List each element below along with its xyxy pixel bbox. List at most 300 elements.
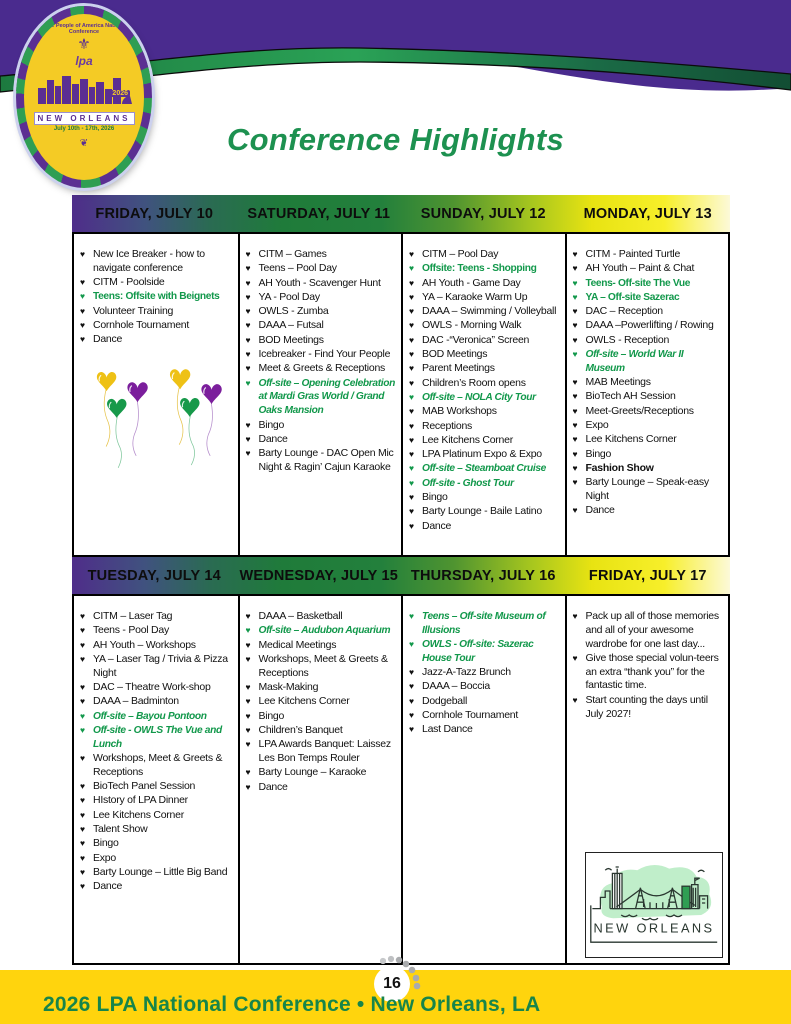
heart-bullet-icon: ♥ [80,696,86,707]
heart-bullet-icon: ♥ [409,506,415,517]
day-cell-friday-10 [74,234,238,555]
event-text: Dodgeball [422,694,468,707]
event-item [246,362,398,376]
event-item [573,262,725,276]
event-text: DAAA – Badminton [93,695,179,708]
event-text: Lee Kitchens Corner [585,433,677,446]
day-cell-tuesday-14 [74,596,238,963]
heart-bullet-icon: ♥ [80,838,86,849]
logo-city-text: NEW ORLEANS [34,112,135,125]
skyline-svg [586,858,722,952]
heart-bullet-icon: ♥ [80,881,86,892]
event-item [246,447,398,475]
event-item [80,710,234,724]
heart-bullet-icon: ♥ [245,277,251,288]
event-text: Expo [585,419,609,432]
event-item [246,277,398,291]
event-text: AH Youth – Workshops [93,638,196,651]
event-text: Lee Kitchens Corner [93,808,184,821]
event-item [573,652,725,693]
event-text: BioTech Panel Session [93,780,196,793]
heart-bullet-icon: ♥ [245,781,251,792]
event-item [246,377,398,418]
heart-bullet-icon: ♥ [409,249,415,259]
event-text: OWLS - Morning Walk [422,319,522,332]
event-item [246,639,398,653]
day-header-row-2 [72,557,730,594]
heart-bullet-icon: ♥ [80,823,86,834]
event-item [246,695,398,709]
heart-bullet-icon: ♥ [572,694,578,705]
event-text: YA – Off-site Sazerac [585,291,680,303]
event-item [246,419,398,433]
event-item [80,333,234,347]
event-item [409,505,561,519]
event-text: Bingo [585,447,612,460]
heart-bullet-icon: ♥ [409,449,415,460]
heart-bullet-icon: ♥ [572,505,578,516]
event-text: YA - Pool Day [258,290,320,303]
event-item [80,780,234,794]
event-item [409,709,561,723]
event-text: Bingo [422,491,448,504]
event-text: Barty Lounge – Speak-easy Night [585,476,709,503]
heart-bullet-icon: ♥ [572,334,578,345]
event-text: DAAA –Powerlifting / Rowing [585,319,714,332]
heart-bullet-icon: ♥ [572,291,578,302]
event-item [573,504,725,518]
heart-bullet-icon: ♥ [80,277,86,288]
event-text: Teens- Off-site The Vue [585,277,691,289]
heart-bullet-icon: ♥ [245,433,251,444]
heart-bullet-icon: ♥ [572,320,578,331]
event-text: Cornhole Tournament [422,709,519,722]
event-item [409,305,561,319]
event-text: Dance [258,780,288,793]
event-item [573,305,725,319]
event-list [409,248,561,534]
event-text: Off-site - Ghost Tour [422,477,514,489]
event-item [246,738,398,766]
skyline-city-label: NEW ORLEANS [593,920,715,936]
heart-bullet-icon: ♥ [409,520,415,531]
heart-bullet-icon: ♥ [245,320,251,331]
heart-bullet-icon: ♥ [572,263,578,274]
event-text: DAAA – Futsal [258,319,324,332]
heart-bullet-icon: ♥ [572,391,578,402]
logo-skyline-graphic [34,70,134,106]
event-item [80,653,234,681]
event-item [409,377,561,391]
event-item [80,610,234,624]
event-text: Off-site – NOLA City Tour [422,391,536,403]
heart-bullet-icon: ♥ [245,724,251,735]
day-header-friday-10: FRIDAY, JULY 10 [95,205,214,222]
heart-bullet-icon: ♥ [572,377,578,388]
event-text: Expo [93,851,116,864]
event-item [573,390,725,404]
heart-balloons-graphic [83,364,231,482]
heart-bullet-icon: ♥ [80,639,86,650]
event-text: Children’s Room opens [422,376,526,389]
new-orleans-skyline-graphic [585,852,724,958]
heart-bullet-icon: ♥ [245,419,251,430]
heart-bullet-icon: ♥ [80,611,86,621]
event-item [409,477,561,491]
event-item [80,305,234,319]
event-text: DAC – Theatre Work-shop [93,680,211,693]
heart-bullet-icon: ♥ [572,249,578,259]
event-item [246,348,398,362]
heart-bullet-icon: ♥ [572,611,578,621]
event-text: Teens - Pool Day [93,624,169,637]
event-item [80,248,234,276]
event-item [409,520,561,534]
event-item [80,809,234,823]
event-text: Teens – Pool Day [258,262,337,275]
heart-bullet-icon: ♥ [80,710,86,721]
event-text: New Ice Breaker - how to navigate conference [93,248,205,274]
event-text: Dance [93,880,123,893]
heart-bullet-icon: ♥ [80,781,86,792]
event-text: Receptions [422,419,473,432]
conference-logo [16,6,152,188]
schedule-grid-row-1 [72,232,730,557]
event-item [80,624,234,638]
event-item [573,334,725,348]
event-item [80,794,234,808]
heart-bullet-icon: ♥ [572,652,578,663]
heart-bullet-icon: ♥ [572,420,578,431]
heart-bullet-icon: ♥ [572,462,578,473]
event-text: LPA Platinum Expo & Expo [422,448,542,461]
event-item [573,419,725,433]
event-text: CITM - Painted Turtle [585,248,681,260]
day-header-row-1 [72,195,730,232]
event-text: OWLS - Zumba [258,305,329,318]
event-text: Start counting the days until July 2027! [585,693,708,720]
heart-bullet-icon: ♥ [409,681,415,692]
event-item [573,248,725,262]
event-item [573,610,725,651]
event-item [246,681,398,695]
heart-bullet-icon: ♥ [409,724,415,735]
heart-bullet-icon: ♥ [409,391,415,402]
event-item [573,448,725,462]
day-header-thursday-16: THURSDAY, JULY 16 [410,567,556,584]
event-text: DAC -“Veronica” Screen [422,333,530,346]
heart-bullet-icon: ♥ [409,320,415,331]
heart-bullet-icon: ♥ [409,363,415,374]
day-cell-saturday-11 [238,234,402,555]
event-text: Volunteer Training [93,304,174,317]
event-list [80,248,234,348]
event-item [80,866,234,880]
event-text: Dance [585,504,615,517]
heart-bullet-icon: ♥ [409,306,415,317]
event-item [409,262,561,276]
event-item [573,433,725,447]
event-list [409,610,561,738]
heart-bullet-icon: ♥ [245,739,251,750]
event-item [80,639,234,653]
event-text: YA – Laser Tag / Trivia & Pizza Night [93,652,228,679]
day-header-wednesday-15: WEDNESDAY, JULY 15 [239,567,399,584]
event-text: Meet & Greets & Receptions [258,362,386,375]
heart-bullet-icon: ♥ [245,291,251,302]
heart-bullet-icon: ♥ [80,681,86,692]
heart-bullet-icon: ♥ [245,263,251,274]
heart-bullet-icon: ♥ [245,377,251,388]
heart-bullet-icon: ♥ [80,625,86,636]
event-item [409,666,561,680]
event-item [80,852,234,866]
page-number: 16 [383,975,401,992]
event-text: Fashion Show [585,461,654,474]
event-list [573,248,725,519]
event-text: CITM – Pool Day [422,248,499,260]
event-item [409,277,561,291]
heart-bullet-icon: ♥ [80,866,86,877]
event-item [573,462,725,476]
event-text: DAAA – Basketball [258,610,343,622]
heart-bullet-icon: ♥ [245,710,251,721]
day-header-monday-13: MONDAY, JULY 13 [583,205,712,222]
day-header-sunday-12: SUNDAY, JULY 12 [420,205,546,222]
event-item [409,448,561,462]
event-item [80,681,234,695]
heart-bullet-icon: ♥ [80,724,86,735]
event-text: Meet-Greets/Receptions [585,404,694,417]
event-text: Dance [258,432,288,445]
event-text: Children’s Banquet [258,723,343,736]
event-text: Dance [422,519,452,532]
event-item [80,695,234,709]
heart-bullet-icon: ♥ [409,377,415,388]
event-text: Icebreaker - Find Your People [258,348,391,361]
heart-bullet-icon: ♥ [409,406,415,417]
heart-bullet-icon: ♥ [409,710,415,721]
fleur-de-lis-icon: ⚜ [77,36,91,53]
event-item [573,319,725,333]
event-item [80,290,234,304]
event-text: Barty Lounge - Baile Latino [422,505,542,518]
heart-bullet-icon: ♥ [409,334,415,345]
event-item [409,420,561,434]
event-item [246,248,398,262]
heart-bullet-icon: ♥ [245,363,251,374]
event-list [80,610,234,894]
heart-bullet-icon: ♥ [80,305,86,316]
event-text: Cornhole Tournament [93,318,190,331]
event-text: Barty Lounge - DAC Open Mic Night & Ragin’ Cajun Karaoke [258,447,394,473]
event-item [246,319,398,333]
day-header-friday-17: FRIDAY, JULY 17 [588,567,707,584]
event-item [409,723,561,737]
event-text: Off-site – World War II Museum [585,349,684,374]
event-text: Bingo [258,418,285,431]
event-item [246,291,398,305]
event-text: Workshops, Meet & Greets & Receptions [93,751,223,778]
event-text: DAC – Reception [585,305,663,318]
heart-bullet-icon: ♥ [245,639,251,650]
page-title: Conference Highlights [227,122,564,157]
event-text: Dance [93,333,123,346]
heart-bullet-icon: ♥ [572,477,578,488]
event-text: Bingo [258,709,285,722]
event-text: MAB Meetings [585,376,651,389]
event-text: Workshops, Meet & Greets & Receptions [258,652,388,679]
event-item [409,434,561,448]
event-item [409,248,561,262]
event-item [573,405,725,419]
event-item [409,405,561,419]
event-item [246,334,398,348]
event-item [246,262,398,276]
event-text: Barty Lounge – Little Big Band [93,865,228,878]
event-list [573,610,725,722]
event-item [409,391,561,405]
event-list [246,248,398,475]
event-text: HIstory of LPA Dinner [93,794,188,807]
event-item [80,724,234,752]
event-text: Parent Meetings [422,362,495,375]
event-text: Lee Kitchens Corner [422,433,513,446]
event-text: Jazz-A-Tazz Brunch [422,666,511,679]
heart-bullet-icon: ♥ [409,477,415,488]
day-cell-sunday-12 [401,234,565,555]
heart-bullet-icon: ♥ [245,249,251,259]
heart-bullet-icon: ♥ [409,639,415,650]
heart-bullet-icon: ♥ [409,695,415,706]
event-text: Last Dance [422,723,473,736]
logo-city-name [24,108,144,126]
event-item [80,837,234,851]
event-item [80,823,234,837]
event-text: Teens: Offsite with Beignets [93,291,220,303]
event-text: AH Youth – Paint & Chat [585,262,695,275]
event-text: OWLS - Reception [585,333,670,346]
event-item [573,376,725,390]
event-item [409,462,561,476]
heart-bullet-icon: ♥ [409,667,415,678]
event-item [409,334,561,348]
logo-emblem-icon: ❦ [79,138,89,149]
event-text: DAAA – Swimming / Volleyball [422,305,557,318]
event-text: Talent Show [93,822,148,835]
event-item [409,348,561,362]
event-list [246,610,398,795]
event-text: Bingo [93,837,119,850]
event-item [80,880,234,894]
event-text: Offsite: Teens - Shopping [422,263,537,275]
event-text: Off-site - OWLS The Vue and Lunch [93,724,222,750]
heart-bullet-icon: ♥ [572,349,578,360]
event-text: BOD Meetings [258,333,324,346]
heart-bullet-icon: ♥ [409,277,415,288]
heart-bullet-icon: ♥ [80,334,86,345]
event-item [409,695,561,709]
day-cell-thursday-16 [401,596,565,963]
day-header-tuesday-14: TUESDAY, JULY 14 [87,567,221,584]
event-item [573,694,725,722]
event-text: Barty Lounge – Karaoke [258,766,367,779]
heart-bullet-icon: ♥ [572,405,578,416]
event-text: BOD Meetings [422,348,488,361]
heart-bullet-icon: ♥ [80,319,86,330]
heart-bullet-icon: ♥ [245,448,251,459]
logo-dates: July 10th - 17th, 2026 [53,126,115,132]
heart-bullet-icon: ♥ [572,448,578,459]
event-item [246,653,398,681]
heart-bullet-icon: ♥ [245,611,251,621]
heart-bullet-icon: ♥ [245,653,251,664]
logo-year: 2026 [112,90,128,97]
heart-bullet-icon: ♥ [245,306,251,317]
event-text: YA – Karaoke Warm Up [422,290,528,303]
day-cell-monday-13 [565,234,729,555]
event-text: OWLS - Off-site: Sazerac House Tour [422,639,534,664]
heart-bullet-icon: ♥ [80,653,86,664]
event-item [409,491,561,505]
heart-bullet-icon: ♥ [409,420,415,431]
event-text: CITM – Games [258,248,327,260]
event-item [409,680,561,694]
event-item [246,710,398,724]
event-item [246,766,398,780]
heart-bullet-icon: ♥ [409,492,415,503]
lpa-wordmark: lpa [75,54,93,68]
event-item [409,291,561,305]
heart-bullet-icon: ♥ [80,249,86,259]
event-item [409,362,561,376]
event-text: MAB Workshops [422,405,497,418]
event-text: AH Youth - Game Day [422,276,521,289]
heart-bullet-icon: ♥ [80,852,86,863]
event-item [80,276,234,290]
event-item [246,624,398,638]
event-item [246,724,398,738]
event-item [246,433,398,447]
event-text: Give those special volun-teers an extra “thank you” for the fantastic time. [585,651,719,692]
event-text: Lee Kitchens Corner [258,695,350,708]
heart-bullet-icon: ♥ [80,752,86,763]
event-text: AH Youth - Scavenger Hunt [258,276,381,289]
day-cell-wednesday-15 [238,596,402,963]
schedule-grid-row-2 [72,594,730,965]
event-item [573,476,725,504]
event-text: Mask-Making [258,680,319,693]
event-text: Teens – Off-site Museum of Illusions [422,611,546,636]
heart-bullet-icon: ♥ [245,334,251,345]
heart-bullet-icon: ♥ [80,809,86,820]
event-item [246,305,398,319]
heart-bullet-icon: ♥ [572,277,578,288]
event-text: Medical Meetings [258,638,337,651]
event-text: CITM – Laser Tag [93,610,173,622]
event-text: Off-site – Audubon Aquarium [258,625,391,637]
event-text: LPA Awards Banquet: Laissez Les Bon Temps Rouler [258,738,391,764]
heart-bullet-icon: ♥ [245,681,251,692]
event-item [573,348,725,376]
event-item [80,752,234,780]
heart-bullet-icon: ♥ [572,306,578,317]
event-text: DAAA – Boccia [422,680,490,693]
event-text: Pack up all of those memories and all of your awesome wardrobe for one last day... [585,610,719,650]
heart-bullet-icon: ♥ [409,349,415,360]
heart-bullet-icon: ♥ [245,625,251,636]
heart-bullet-icon: ♥ [245,696,251,707]
